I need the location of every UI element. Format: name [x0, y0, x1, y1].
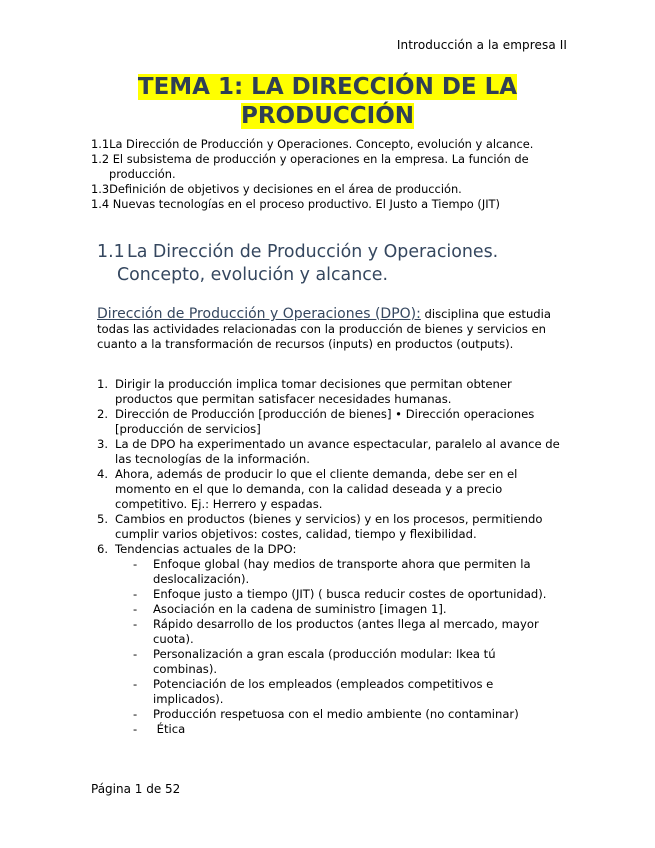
sub-list-item [133, 677, 562, 707]
table-of-contents [91, 137, 561, 212]
title-line-2: PRODUCCIÓN [240, 103, 414, 129]
dash-bullet: - [133, 707, 138, 721]
list-text: Cambios en productos (bienes y servicios) y en los procesos, permitiendo cumplir varios objetivos: costes, calidad, tiempo y flexibilidad. [115, 512, 543, 541]
list-item [97, 437, 562, 467]
sub-list-text: Ética [153, 722, 186, 736]
toc-item[interactable]: 1.2 El subsistema de producción y operaciones en la empresa. La función de [91, 152, 529, 166]
title-line-1: TEMA 1: LA DIRECCIÓN DE LA [137, 74, 518, 100]
page-number-footer: Página 1 de 52 [91, 782, 181, 796]
dash-bullet: - [133, 722, 138, 736]
list-item [97, 407, 562, 437]
list-number: 1. [97, 377, 109, 391]
section-title-line-2: Concepto, evolución y alcance. [117, 265, 389, 285]
list-text: La de DPO ha experimentado un avance espectacular, paralelo al avance de las tecnologías de la información. [115, 437, 560, 466]
dash-bullet: - [133, 647, 138, 661]
sub-list-item [133, 617, 562, 647]
section-number: 1.1 [97, 242, 125, 262]
sub-list-item [133, 557, 562, 587]
dash-bullet: - [133, 587, 138, 601]
sub-list-item [133, 587, 562, 602]
sub-list-text: Asociación en la cadena de suministro [imagen 1]. [153, 602, 447, 616]
dpo-definition [97, 307, 552, 352]
list-number: 4. [97, 467, 109, 481]
sub-list-text: Enfoque global (hay medios de transporte ahora que permiten la deslocalización). [153, 557, 531, 586]
list-number: 6. [97, 542, 109, 556]
dash-bullet: - [133, 617, 138, 631]
list-text: Tendencias actuales de la DPO: [115, 542, 297, 556]
sub-list-text: Rápido desarrollo de los productos (antes llega al mercado, mayor cuota). [153, 617, 539, 646]
sub-list-text: Enfoque justo a tiempo (JIT) ( busca reducir costes de oportunidad). [153, 587, 547, 601]
sub-list-text: Potenciación de los empleados (empleados competitivos e implicados). [153, 677, 494, 706]
list-text: Dirigir la producción implica tomar decisiones que permitan obtener productos que permitan satisfacer necesidades humanas. [115, 377, 512, 406]
dash-bullet: - [133, 602, 138, 616]
section-title-line-1: La Dirección de Producción y Operaciones. [127, 242, 499, 262]
dash-bullet: - [133, 677, 138, 691]
page-title [0, 73, 655, 131]
list-item [97, 542, 562, 557]
toc-item[interactable]: 1.4 Nuevas tecnologías en el proceso productivo. El Justo a Tiempo (JIT) [91, 197, 500, 211]
dash-bullet: - [133, 557, 138, 571]
dpo-term: Dirección de Producción y Operaciones (DPO): [97, 306, 421, 322]
toc-item-continuation[interactable]: producción. [109, 167, 176, 181]
list-text: Ahora, además de producir lo que el cliente demanda, debe ser en el momento en el que lo demanda, con la calidad deseada y a precio competitivo. Ej.: Herrero y espadas. [115, 467, 518, 511]
sub-list-item [133, 602, 562, 617]
list-number: 2. [97, 407, 109, 421]
running-header: Introducción a la empresa II [396, 38, 567, 52]
numbered-list [97, 377, 562, 737]
list-text: Dirección de Producción [producción de bienes] • Dirección operaciones [producción de servicios] [115, 407, 535, 436]
sub-list-item [133, 707, 562, 722]
dpo-definition-text: disciplina que estudia todas las actividades relacionadas con la producción de bienes y servicios en cuanto a la transformación de recursos (inputs) en productos (outputs). [97, 307, 551, 351]
list-item [97, 377, 562, 407]
sub-list-item [133, 722, 562, 737]
list-item [97, 512, 562, 542]
sub-list-item [133, 647, 562, 677]
toc-item[interactable]: 1.3Definición de objetivos y decisiones en el área de producción. [91, 182, 462, 196]
sub-list-text: Personalización a gran escala (producción modular: Ikea tú combinas). [153, 647, 496, 676]
list-number: 3. [97, 437, 109, 451]
section-heading [97, 241, 567, 287]
toc-item[interactable]: 1.1La Dirección de Producción y Operaciones. Concepto, evolución y alcance. [91, 137, 534, 151]
list-item [97, 467, 562, 512]
sub-list-text: Producción respetuosa con el medio ambiente (no contaminar) [153, 707, 519, 721]
list-number: 5. [97, 512, 109, 526]
